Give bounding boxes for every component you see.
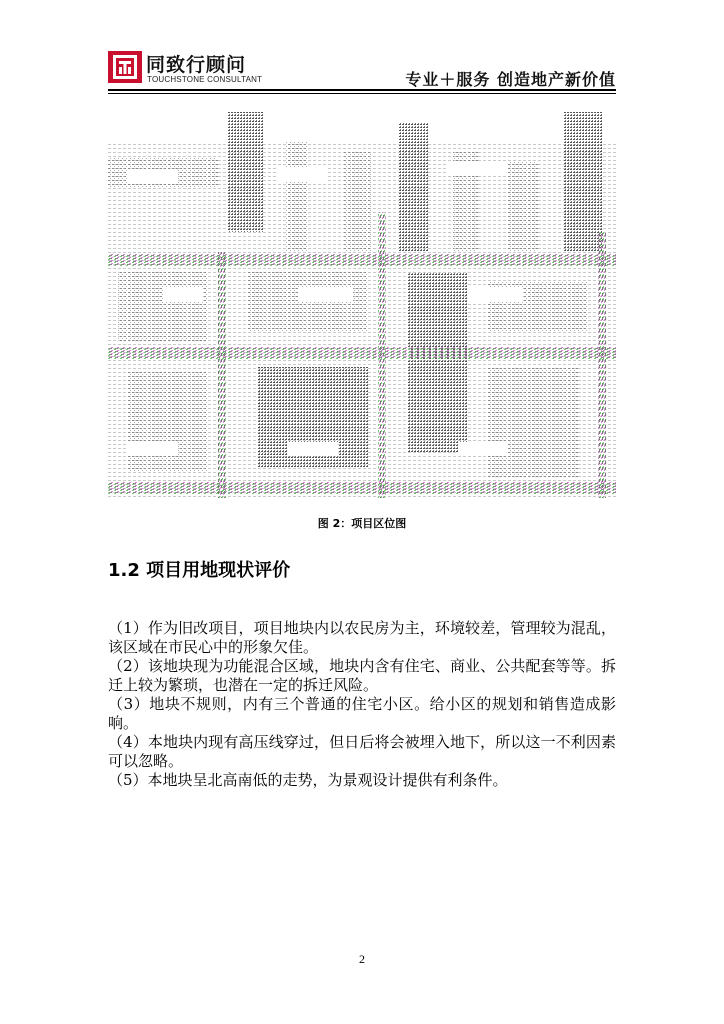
header-divider-thin xyxy=(108,93,616,94)
paragraph: （4）本地块内现有高压线穿过，但日后将会被埋入地下，所以这一不利因素可以忽略。 xyxy=(108,733,616,770)
figure-caption: 图 2：项目区位图 xyxy=(317,517,407,530)
paragraph: （2）该地块现为功能混合区域，地块内含有住宅、商业、公共配套等等。拆迁上较为繁琐，也潜在一定的拆迁风险。 xyxy=(108,657,616,694)
company-name-cn: 同致行顾问 xyxy=(146,54,247,76)
company-logo-icon xyxy=(108,51,142,83)
paragraph: （3）地块不规则，内有三个普通的住宅小区。给小区的规划和销售造成影响。 xyxy=(108,695,616,732)
company-name-en: TOUCHSTONE CONSULTANT xyxy=(147,75,263,84)
location-map-image xyxy=(108,112,616,498)
project-location-map xyxy=(108,112,616,498)
section-heading: 1.2 项目用地现状评价 xyxy=(108,560,291,581)
paragraph: （1）作为旧改项目，项目地块内以农民房为主，环境较差，管理较为混乱，该区域在市民心中的形象欠佳。 xyxy=(108,619,616,656)
header-divider xyxy=(108,89,616,91)
paragraph: （5）本地块呈北高南低的走势，为景观设计提供有利条件。 xyxy=(108,771,508,789)
body-text xyxy=(108,619,616,790)
page-header xyxy=(108,50,616,90)
page-number: 2 xyxy=(359,952,365,966)
header-slogan: 专业＋服务 创造地产新价值 xyxy=(405,70,616,89)
